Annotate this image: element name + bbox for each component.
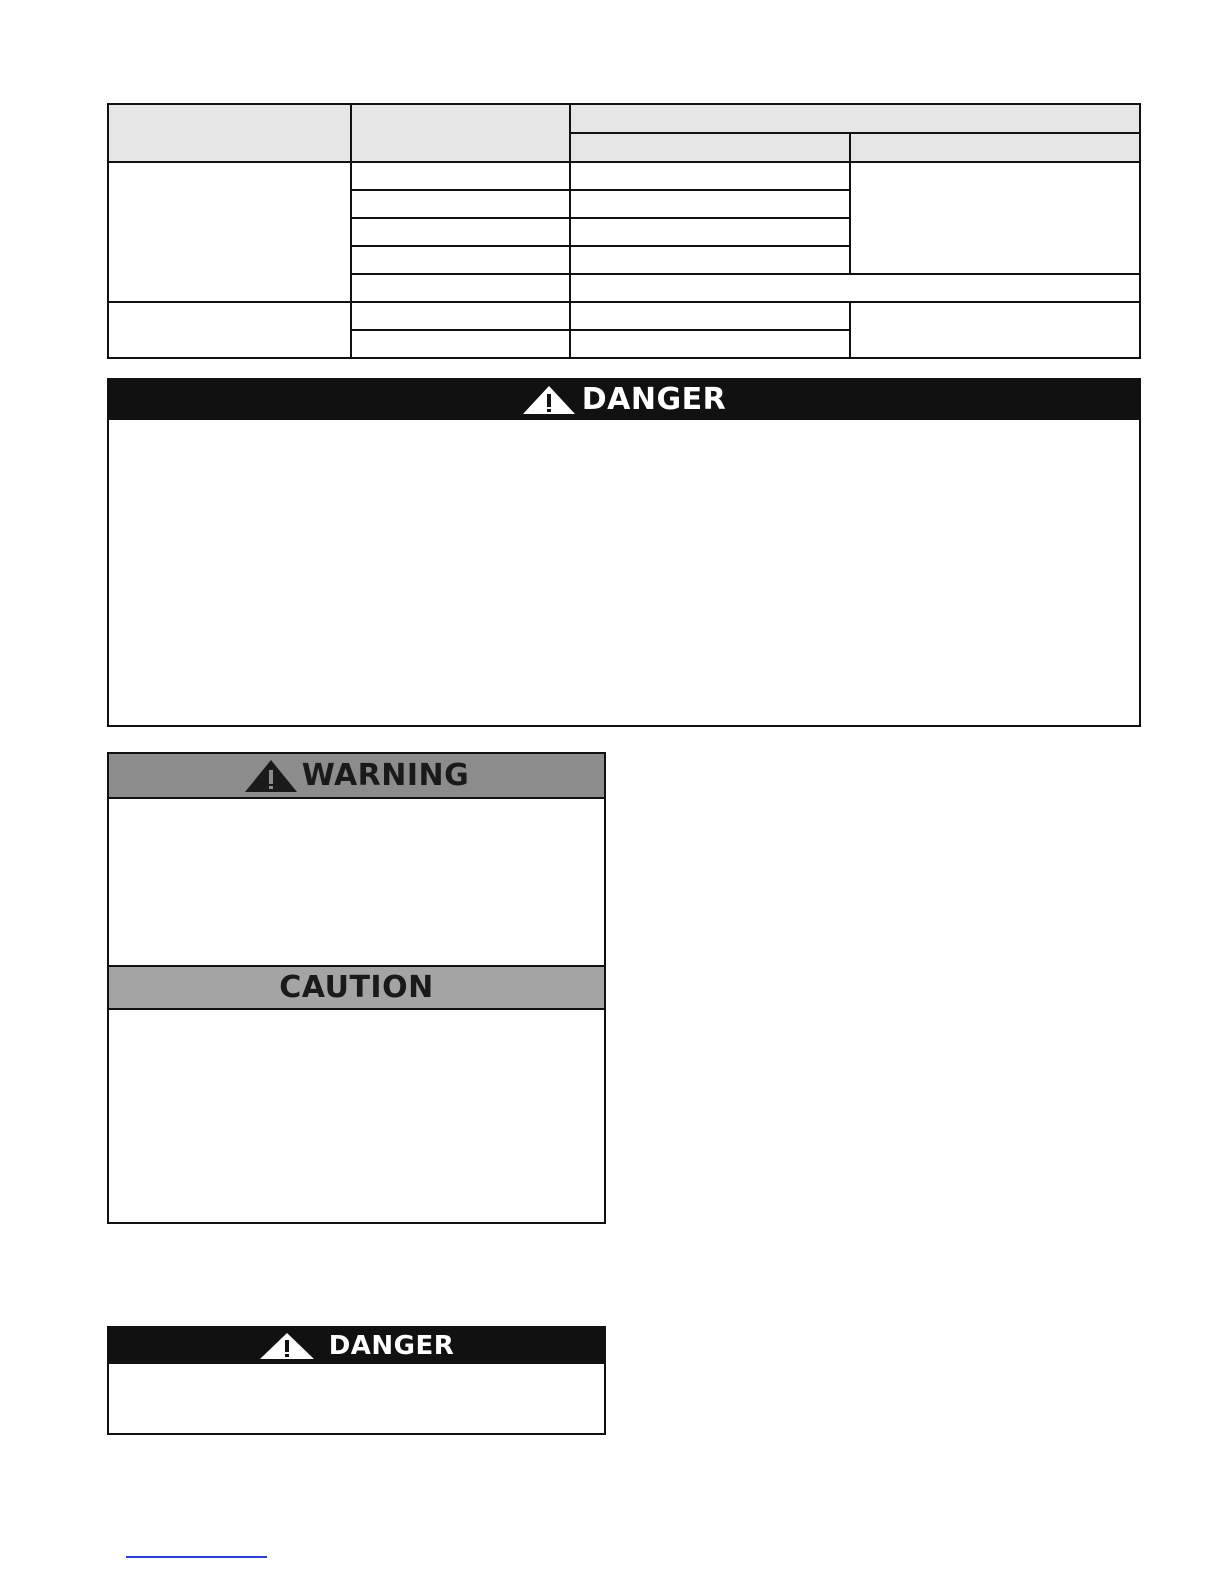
table-cell bbox=[108, 302, 351, 358]
warning-triangle-icon bbox=[259, 1332, 315, 1360]
table-cell bbox=[570, 302, 851, 330]
warning-caution-box bbox=[107, 752, 606, 1224]
danger-notice-large bbox=[107, 378, 1141, 727]
table-cell bbox=[850, 162, 1140, 274]
table-row bbox=[108, 162, 1140, 190]
table-cell bbox=[351, 218, 569, 246]
table-header-cell bbox=[351, 104, 569, 162]
table-header-row bbox=[108, 104, 1140, 133]
table-cell bbox=[351, 190, 569, 218]
table-header-cell bbox=[850, 133, 1140, 162]
warning-banner bbox=[109, 754, 604, 799]
danger-banner bbox=[109, 1328, 604, 1364]
footer-link[interactable] bbox=[126, 1556, 267, 1558]
table-cell bbox=[850, 302, 1140, 358]
danger-banner bbox=[109, 380, 1139, 420]
table-cell bbox=[351, 246, 569, 274]
table-cell bbox=[351, 162, 569, 190]
table-cell bbox=[570, 330, 851, 358]
table-cell bbox=[351, 330, 569, 358]
table-header-cell bbox=[108, 104, 351, 162]
warning-label: WARNING bbox=[301, 757, 470, 793]
table-cell bbox=[570, 218, 851, 246]
danger-notice-small bbox=[107, 1326, 606, 1435]
table-cell bbox=[570, 246, 851, 274]
caution-banner bbox=[109, 965, 604, 1010]
table-header-cell bbox=[570, 104, 1140, 133]
warning-body bbox=[109, 799, 604, 965]
danger-label: DANGER bbox=[581, 382, 727, 417]
spec-table bbox=[107, 103, 1141, 359]
warning-triangle-icon bbox=[244, 759, 298, 793]
danger-label: DANGER bbox=[328, 1331, 455, 1361]
table-row bbox=[108, 302, 1140, 330]
table-cell bbox=[351, 274, 569, 302]
table-cell bbox=[351, 302, 569, 330]
table-cell bbox=[570, 274, 1140, 302]
table-cell bbox=[570, 190, 851, 218]
table-cell bbox=[570, 162, 851, 190]
caution-label: CAUTION bbox=[279, 969, 434, 1005]
table-cell bbox=[108, 162, 351, 302]
table-header-cell bbox=[570, 133, 851, 162]
warning-triangle-icon bbox=[522, 385, 576, 415]
